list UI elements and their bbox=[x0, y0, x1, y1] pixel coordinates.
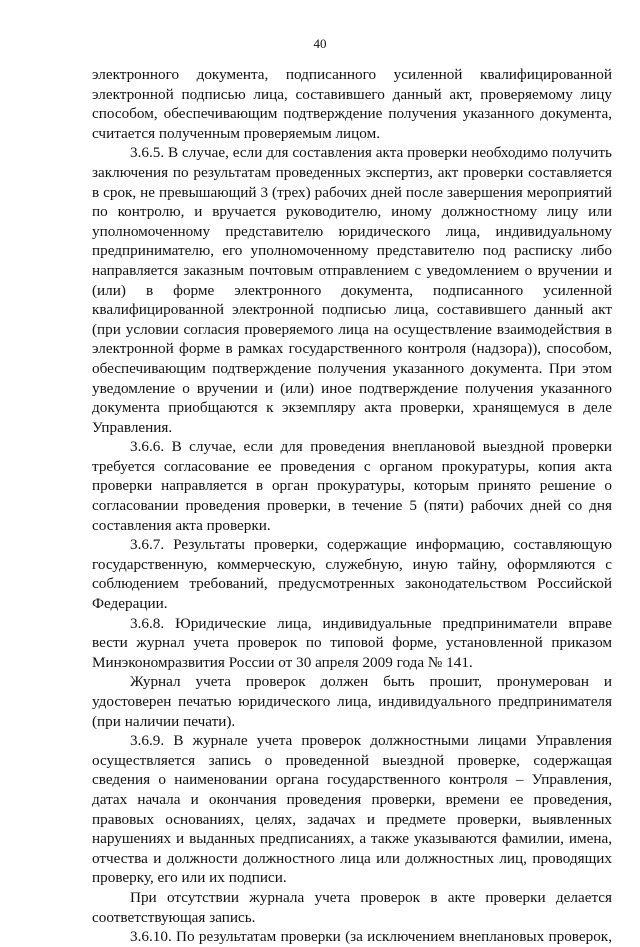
paragraph-3-6-8: 3.6.8. Юридические лица, индивидуальные предприниматели вправе вести журнал учета проверок по типовой форме, установленной приказом Минэкономразвития России от 30 апреля 2009 года № 141. bbox=[92, 614, 612, 671]
paragraph-3-6-7: 3.6.7. Результаты проверки, содержащие информацию, составляющую государственную, коммерческую, служебную, иную тайну, оформляются с соблюдением требований, предусмотренных законодательством Российской Федерации. bbox=[92, 536, 612, 613]
paragraph-3-6-10: 3.6.10. По результатам проверки (за исключением внеплановых проверок, bbox=[130, 928, 612, 946]
paragraph-journal-requirements: Журнал учета проверок должен быть прошит, пронумерован и удостоверен печатью юридического лица, индивидуального предпринимателя (при наличии печати). bbox=[92, 673, 612, 730]
page-number: 40 bbox=[313, 36, 327, 51]
document-body bbox=[92, 65, 612, 947]
paragraph-3-6-5: 3.6.5. В случае, если для составления акта проверки необходимо получить заключения по результатам проведенных экспертиз, акт проверки составляется в срок, не превышающий 3 (трех) рабочих дней после завершения мероприятий по контролю, и вручается руководителю, иному должностному лицу или уполномоченному представителю юридического лица, индивидуальному предпринимателю, его уполномоченному представителю под расписку либо направляется заказным почтовым отправлением с уведомлением о вручении и (или) в форме электронного документа, подписанного усиленной квалифицированной электронной подписью лица, составившего данный акт (при условии согласия проверяемого лица на осуществление взаимодействия в электронной форме в рамках государственного контроля (надзора)), способом, обеспечивающим подтверждение получения указанного документа. При этом уведомление о вручении и (или) иное подтверждение получения указанного документа приобщаются к экземпляру акта проверки, хранящемуся в деле Управления. bbox=[92, 144, 612, 436]
paragraph-3-6-9: 3.6.9. В журнале учета проверок должностными лицами Управления осуществляется запись о проведенной выездной проверке, содержащая сведения о наименовании органа государственного контроля – Управления, датах начала и окончания проведения проверки, времени ее проведения, правовых основаниях, целях, задачах и предмете проверки, выявленных нарушениях и выданных предписаниях, а также указываются фамилии, имена, отчества и должности должностного лица или должностных лиц, проводящих проверку, его или их подписи. bbox=[92, 732, 612, 887]
paragraph-3-6-6: 3.6.6. В случае, если для проведения внеплановой выездной проверки требуется согласование ее проведения с органом прокуратуры, копия акта проверки направляется в орган прокуратуры, которым принято решение о согласовании проведения проверки, в течение 5 (пяти) рабочих дней со дня составления акта проверки. bbox=[92, 438, 612, 534]
paragraph-continuation: электронного документа, подписанного усиленной квалифицированной электронной подписью лица, составившего данный акт, проверяемому лицу способом, обеспечивающим подтверждение получения указанного документа, считается полученным проверяемым лицом. bbox=[92, 66, 612, 142]
paragraph-missing-journal: При отсутствии журнала учета проверок в акте проверки делается соответствующая запись. bbox=[92, 888, 612, 926]
